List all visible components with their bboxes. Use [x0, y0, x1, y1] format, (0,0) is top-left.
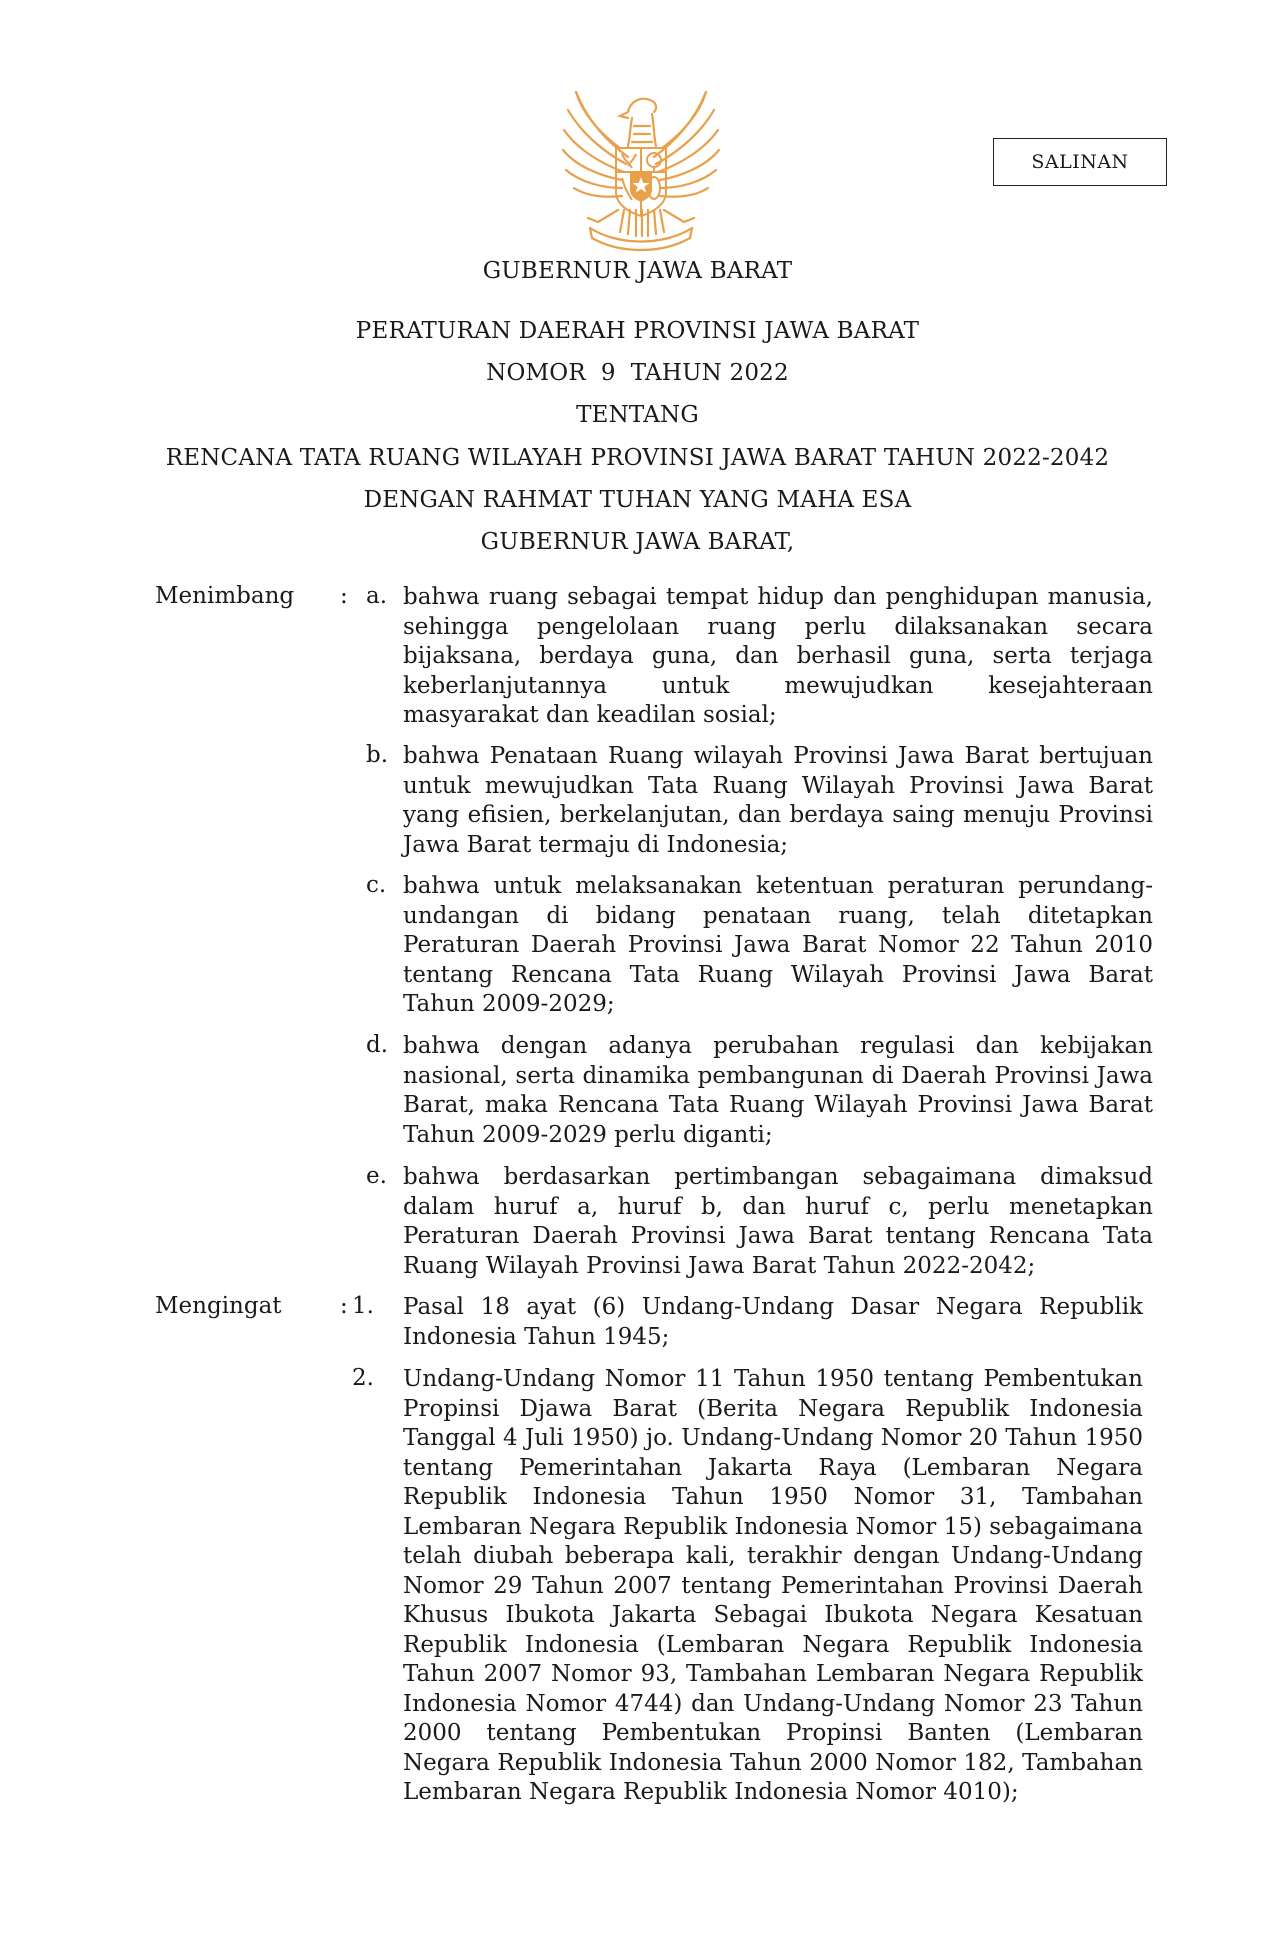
- garuda-pancasila-emblem: [558, 82, 724, 254]
- regulation-number: NOMOR 9 TAHUN 2022: [486, 360, 789, 386]
- mengingat-colon: :: [340, 1293, 348, 1319]
- authority-line: GUBERNUR JAWA BARAT,: [480, 529, 795, 555]
- menimbang-item-b: bahwa Penataan Ruang wilayah Provinsi Jawa Barat bertujuan untuk mewujudkan Tata Ruang Wilayah Provinsi Jawa Barat yang efisien, berkelanjutan, dan berdaya saing menuju Provinsi Jawa Barat termaju di Indonesia;: [403, 743, 1153, 858]
- menimbang-item-c: bahwa untuk melaksanakan ketentuan peraturan perundang-undangan di bidang penataan ruang, telah ditetapkan Peraturan Daerah Provinsi Jawa Barat Nomor 22 Tahun 2010 tentang Rencana Tata Ruang Wilayah Provinsi Jawa Barat Tahun 2009-2029;: [403, 873, 1153, 1017]
- item-marker: 2.: [352, 1365, 374, 1391]
- menimbang-item-a: bahwa ruang sebagai tempat hidup dan penghidupan manusia, sehingga pengelolaan ruang perlu dilaksanakan secara bijaksana, berdaya guna, dan berhasil guna, serta terjaga keberlanjutannya untuk mewujudkan kesejahteraan masyarakat dan keadilan sosial;: [403, 584, 1153, 728]
- item-marker: a.: [366, 583, 388, 609]
- invocation-line: DENGAN RAHMAT TUHAN YANG MAHA ESA: [363, 487, 912, 513]
- mengingat-label: Mengingat: [155, 1293, 282, 1319]
- menimbang-label: Menimbang: [155, 583, 295, 609]
- menimbang-colon: :: [340, 583, 348, 609]
- salinan-label: SALINAN: [1031, 151, 1129, 173]
- item-marker: e.: [366, 1163, 387, 1189]
- mengingat-item-1: Pasal 18 ayat (6) Undang-Undang Dasar Negara Republik Indonesia Tahun 1945;: [403, 1294, 1143, 1350]
- regulation-type-heading: PERATURAN DAERAH PROVINSI JAWA BARAT: [355, 318, 920, 344]
- menimbang-item-d: bahwa dengan adanya perubahan regulasi dan kebijakan nasional, serta dinamika pembangunan di Daerah Provinsi Jawa Barat, maka Rencana Tata Ruang Wilayah Provinsi Jawa Barat Tahun 2009-2029 perlu diganti;: [403, 1033, 1153, 1148]
- item-marker: b.: [366, 742, 389, 768]
- salinan-stamp-box: [993, 138, 1167, 186]
- item-marker: d.: [366, 1032, 389, 1058]
- menimbang-item-e: bahwa berdasarkan pertimbangan sebagaimana dimaksud dalam huruf a, huruf b, dan huruf c, perlu menetapkan Peraturan Daerah Provinsi Jawa Barat tentang Rencana Tata Ruang Wilayah Provinsi Jawa Barat Tahun 2022-2042;: [403, 1164, 1153, 1279]
- issuer-heading: GUBERNUR JAWA BARAT: [482, 258, 793, 284]
- item-marker: c.: [366, 872, 387, 898]
- about-heading: TENTANG: [576, 402, 699, 428]
- item-marker: 1.: [352, 1293, 374, 1319]
- mengingat-item-2: Undang-Undang Nomor 11 Tahun 1950 tentang Pembentukan Propinsi Djawa Barat (Berita Negara Republik Indonesia Tanggal 4 Juli 1950) jo. Undang-Undang Nomor 20 Tahun 1950 tentang Pemerintahan Jakarta Raya (Lembaran Negara Republik Indonesia Tahun 1950 Nomor 31, Tambahan Lembaran Negara Republik Indonesia Nomor 15) sebagaimana telah diubah beberapa kali, terakhir dengan Undang-Undang Nomor 29 Tahun 2007 tentang Pemerintahan Provinsi Daerah Khusus Ibukota Jakarta Sebagai Ibukota Negara Kesatuan Republik Indonesia (Lembaran Negara Republik Indonesia Tahun 2007 Nomor 93, Tambahan Lembaran Negara Republik Indonesia Nomor 4744) dan Undang-Undang Nomor 23 Tahun 2000 tentang Pembentukan Propinsi Banten (Lembaran Negara Republik Indonesia Tahun 2000 Nomor 182, Tambahan Lembaran Negara Republik Indonesia Nomor 4010);: [403, 1366, 1143, 1805]
- regulation-title: RENCANA TATA RUANG WILAYAH PROVINSI JAWA BARAT TAHUN 2022-2042: [165, 445, 1110, 471]
